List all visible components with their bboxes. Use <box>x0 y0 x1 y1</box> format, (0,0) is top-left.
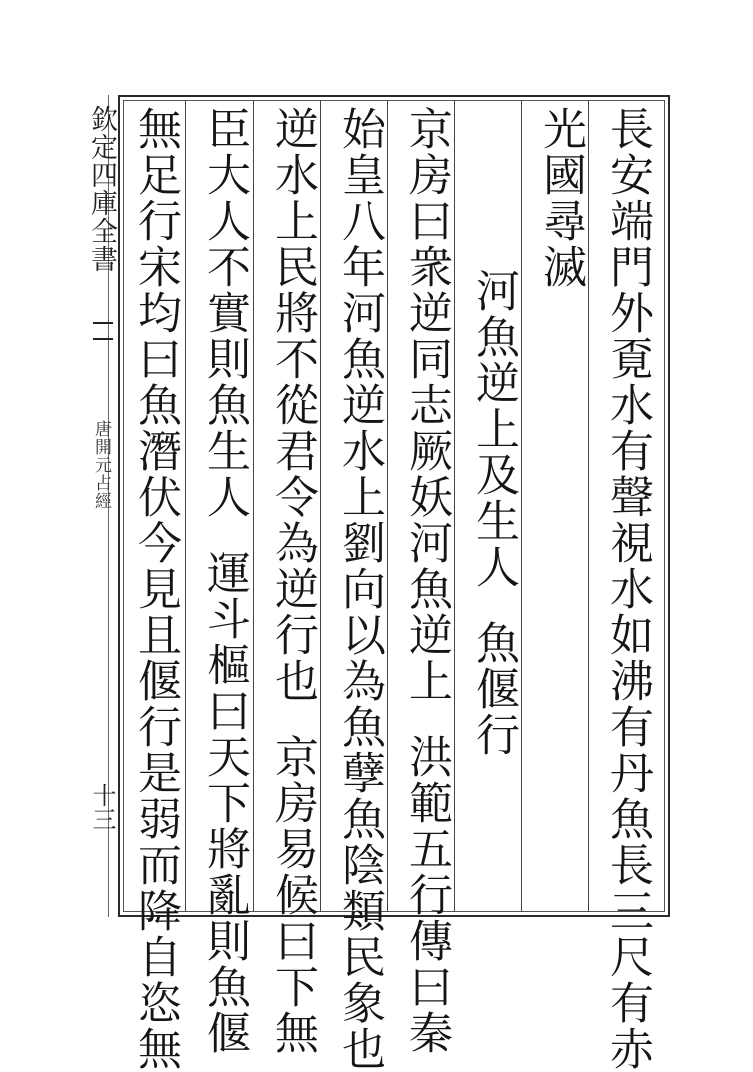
text-run: 洪範五行傳曰秦 <box>401 734 452 1056</box>
text-column-2 <box>531 106 589 290</box>
text-column-5 <box>330 106 388 1072</box>
text-run: 逆水上民將不從君令為逆行也 <box>267 106 318 704</box>
margin-book-title: 唐開元占經 <box>91 420 111 510</box>
text-run: 無足行宋均曰魚潛伏今見且偃行是弱而降自恣無 <box>130 106 181 1072</box>
text-column-8 <box>126 106 184 1072</box>
section-heading: 河魚逆上及生人 <box>468 268 519 590</box>
column-rule <box>253 100 254 912</box>
margin-collection-title: 欽定四庫全書 <box>86 105 117 273</box>
text-run: 運斗樞曰天下將亂則魚偃 <box>199 550 250 1056</box>
text-column-3-heading <box>464 268 522 758</box>
text-run: 光國尋滅 <box>535 106 586 290</box>
text-column-4 <box>397 106 455 1056</box>
text-column-6 <box>263 106 321 1056</box>
text-run: 臣大人不實則魚生人 <box>199 106 250 520</box>
margin-page-number: 十三 <box>88 783 116 831</box>
text-column-1 <box>598 106 656 1072</box>
fishtail-mark <box>93 322 113 340</box>
column-rule <box>185 100 186 912</box>
text-column-7 <box>195 106 253 1056</box>
text-run: 長安端門外覔水有聲視水如沸有丹魚長三尺有赤 <box>602 106 653 1072</box>
text-run: 京房曰衆逆同志厥妖河魚逆上 <box>401 106 452 704</box>
text-run: 始皇八年河魚逆水上劉向以為魚孽魚陰類民象也 <box>334 106 385 1072</box>
text-run: 京房易候曰下無 <box>267 734 318 1056</box>
section-subheading: 魚偃行 <box>468 620 519 758</box>
